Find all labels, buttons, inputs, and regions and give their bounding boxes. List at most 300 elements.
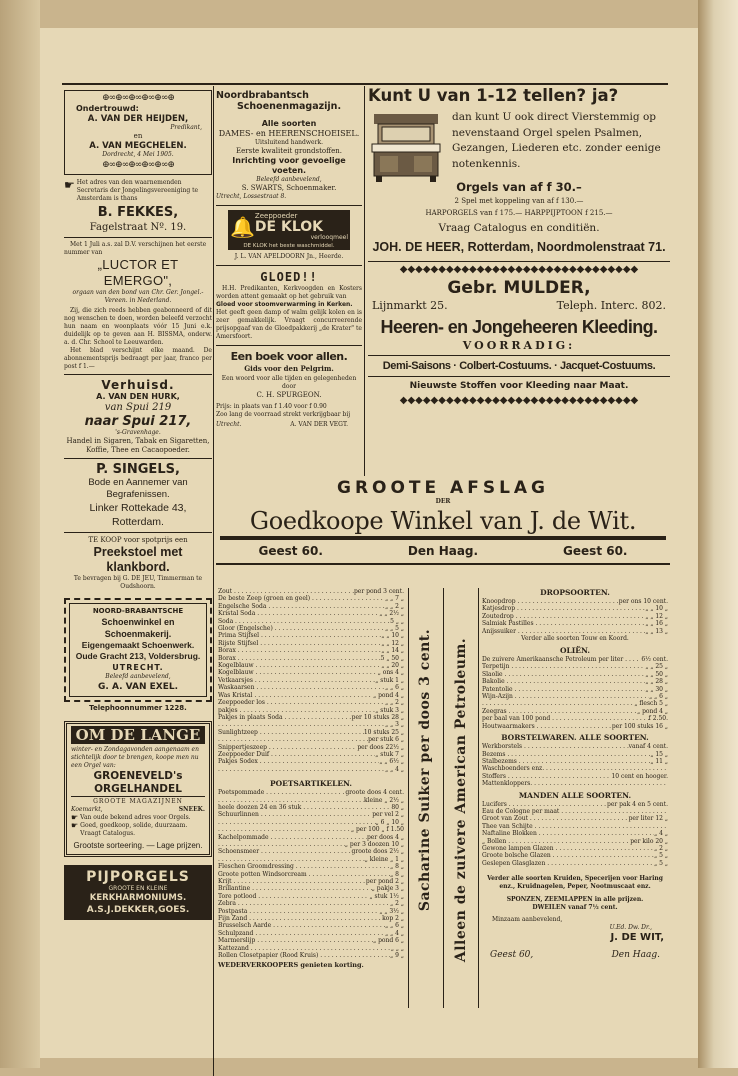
item-name: Terpetijn . . .	[482, 663, 645, 670]
afslag-title: GROOTE AFSLAG	[336, 478, 550, 498]
list-item	[218, 647, 404, 654]
list-item	[482, 845, 668, 852]
afslag-geest-1: Geest 60.	[258, 544, 323, 558]
nb-best: Eerste kwaliteit grondstoffen.	[236, 147, 342, 155]
item-name: Kristal Soda . . .	[218, 610, 379, 617]
om-de-lange-ad	[64, 721, 212, 857]
item-name: Schuurlinnen . . .	[218, 811, 372, 818]
list-item	[482, 758, 668, 765]
item-price: „ „ 4 „	[385, 765, 404, 773]
item-name: Sunlightzeep . . .	[218, 729, 364, 736]
boek-author: C. H. SPURGEON.	[256, 391, 322, 399]
item-name: Rijste Stijfsel . . .	[218, 640, 381, 647]
list-note: SPONZEN, ZEEMLAPPEN in alle prijzen.	[506, 896, 644, 904]
singels-address: Linker Rottekade 43, Rotterdam.	[89, 502, 187, 528]
item-name: Groot van Zout . . .	[482, 815, 629, 822]
list-item	[218, 878, 404, 885]
item-price: „ 11 „	[650, 757, 668, 765]
item-name: De zuivere Amerikaansche Petroleum per liter . . .	[482, 656, 641, 663]
list-item	[218, 655, 404, 662]
item-name	[218, 826, 351, 833]
wedding-and: en	[133, 132, 143, 140]
item-price: „ 9 „	[390, 952, 404, 960]
item-price: „ 5 „	[654, 859, 668, 867]
lange-shop-1: GROENEVELD's	[93, 770, 183, 782]
list-item	[218, 900, 404, 907]
wedding-name-1: A. VAN DER HEIJDEN,	[87, 114, 189, 124]
item-name: per baal van 100 pond . . .	[482, 715, 649, 722]
list-item	[218, 618, 404, 625]
list-item	[218, 677, 404, 684]
boek-body: Een woord voor alle tijden en gelegenheden	[221, 375, 357, 382]
item-price: per liter 12 „	[628, 815, 668, 823]
item-name: Borax . . .	[218, 647, 381, 654]
moved-from: van Spui 219	[104, 402, 172, 413]
nb-feet: Inrichting voor gevoelige voeten.	[232, 156, 346, 175]
item-name: Rollen Closetpapier (Rood Kruis) . . .	[218, 952, 390, 959]
boek-sub: Gids voor den Pelgrim.	[244, 364, 334, 373]
item-price: „ kleine „ 1 „	[364, 855, 404, 863]
singels-trade: Bode en Aannemer van Begrafenissen.	[88, 477, 188, 500]
afslag-right-list	[482, 588, 668, 961]
wedding-role: Predikant,	[170, 124, 202, 131]
orgels-price: Orgels van af f 30.–	[456, 180, 582, 194]
list-item	[482, 671, 668, 678]
list-item	[482, 613, 668, 620]
list-item	[482, 620, 668, 627]
column-left	[64, 90, 212, 920]
item-price: „ „ 16 „	[645, 620, 668, 628]
pointing-hand-icon: ☛	[71, 813, 79, 822]
item-price: „ stuk 1½ „	[369, 892, 404, 900]
list-item	[218, 669, 404, 676]
rule	[216, 345, 362, 346]
lange-item-row-1	[71, 814, 205, 822]
item-price: „ „ 5 „	[385, 625, 404, 633]
wedding-notice	[64, 90, 212, 175]
list-item	[218, 684, 404, 691]
list-item	[482, 598, 668, 605]
list-item	[482, 830, 668, 837]
list-note: U.Ed. Dw. Dr.,	[609, 924, 652, 932]
foot-city: Den Haag.	[611, 950, 660, 961]
item-price: „ 6 „ 10 „	[375, 818, 404, 826]
item-name: Brusselsch Aarde . . .	[218, 922, 385, 929]
item-price: „ „ 20 „	[381, 662, 404, 670]
item-name: Marmerslijp . . .	[218, 937, 373, 944]
list-item	[218, 863, 404, 870]
list-item	[218, 729, 404, 736]
item-name: Mattenkloppers. . . .	[482, 780, 668, 787]
noord-shop: Schoenwinkel en Schoenmakerij.	[101, 617, 175, 639]
foot-geest: Geest 60,	[490, 950, 534, 961]
list-item	[482, 693, 668, 700]
list-item	[218, 699, 404, 706]
item-price: „ pond 4 „	[373, 691, 404, 699]
list-item	[482, 663, 668, 670]
klok-sub: verlooqmeel	[310, 234, 348, 241]
list-item	[218, 856, 404, 863]
list-item	[218, 819, 404, 826]
item-name: Krijt . . .	[218, 878, 366, 885]
list-item	[218, 885, 404, 892]
boek-door: door	[282, 383, 296, 390]
kunt-title: Kunt U van 1-12 tellen? ja?	[368, 86, 619, 105]
list-item	[482, 801, 668, 808]
item-price: „ „ 2 „	[385, 602, 404, 610]
item-price: per pak 4 en 5 cent.	[607, 800, 668, 808]
divider-col1	[213, 86, 214, 476]
wedding-name-2: A. VAN MEGCHELEN.	[89, 141, 187, 151]
list-item	[482, 743, 668, 750]
list-item	[218, 871, 404, 878]
top-rule	[62, 83, 668, 85]
list-item	[482, 773, 668, 780]
item-price: „ „ 12 „	[645, 612, 668, 620]
koop-line: TE KOOP voor spotprijs een	[88, 536, 188, 544]
item-price: per doos 4 „	[366, 833, 404, 841]
afslag-geest-2: Geest 60.	[563, 544, 628, 558]
mulder-name: Gebr. MULDER,	[447, 278, 591, 298]
item-name: Tore potlood . . .	[218, 893, 369, 900]
afslag-city: Den Haag.	[407, 544, 479, 558]
list-item	[218, 945, 404, 952]
item-price: per kilo 20 „	[630, 837, 668, 845]
item-price: kleine „ 2½ „	[363, 796, 404, 804]
item-price: per 100 stuks 16 „	[611, 722, 668, 730]
item-name: Gewone lampen Glazen . . .	[482, 845, 654, 852]
pointing-hand-icon: ☛	[71, 821, 79, 830]
list-item	[218, 937, 404, 944]
list-item	[218, 797, 404, 804]
item-price: „ „ 50 „	[645, 670, 668, 678]
item-price: per stuk 6 „	[368, 736, 404, 744]
item-name: Zout . . .	[218, 588, 354, 595]
item-name: Snippertjeszeep . . .	[218, 744, 357, 751]
item-name: Was Kristal . . .	[218, 692, 373, 699]
pijporgels-ad	[64, 865, 212, 920]
kunt-body: dan kunt U ook direct Vierstemmig op nevenstaand Orgel spelen Psalmen, Gezangen, Liederen etc. zonder eenige notenkennis.	[452, 111, 661, 170]
luctor-sub: orgaan van den bond van Chr. Ger. Jongel.-Vereen. in Nederland.	[72, 289, 204, 304]
item-name: heele doozen 24 en 36 stuk . . .	[218, 804, 391, 811]
item-price: „ „ 30 „	[645, 685, 668, 693]
item-name	[218, 736, 368, 743]
mulder-items: Demi-Saisons · Colbert-Costuums. · Jacquet-Costuums.	[382, 360, 656, 372]
item-name: Waschboenders enz. . . .	[482, 765, 668, 772]
lange-foot: Grootste sorteering. — Lage prijzen.	[73, 841, 203, 850]
noord-factory: Eigengemaakt Schoenwerk.	[81, 640, 195, 650]
section-title: POETSARTIKELEN.	[269, 779, 353, 789]
item-name: De beste Zeep (groen en geel) . . .	[218, 595, 385, 602]
list-item	[482, 808, 668, 815]
list-item	[482, 700, 668, 707]
singels-name: P. SINGELS,	[96, 462, 180, 477]
column-right	[368, 86, 670, 407]
afslag-left-list	[218, 588, 404, 970]
catalogus: Vraag Catalogus en conditiën.	[438, 222, 600, 234]
nb-kinds: DAMES- en HEERENSCHOEISEL.	[218, 129, 360, 138]
list-item	[218, 610, 404, 617]
sacharine-text: Sacharine Suiker per doos 3 cent.	[417, 628, 433, 912]
item-price: „ „ 6 „	[385, 922, 404, 930]
item-name: Engelsche Soda . . .	[218, 603, 385, 610]
item-name: Lucifers . . .	[482, 801, 607, 808]
list-item	[218, 930, 404, 937]
item-name: Vetkaarsjes . . .	[218, 677, 375, 684]
rule	[64, 237, 212, 238]
fekkes-name: B. FEKKES,	[97, 205, 179, 220]
item-name: Zeegras . . .	[482, 708, 637, 715]
afslag-der: DER	[435, 498, 451, 505]
item-price: „ „ 6 „	[385, 684, 404, 692]
item-price: „ „ 6½ „	[379, 758, 404, 766]
item-name: Anijssuiker . . .	[482, 628, 645, 635]
item-name: Thee van Schijte . . .	[482, 823, 668, 830]
lange-location	[71, 806, 205, 814]
item-price: „ „ 10 „	[381, 632, 404, 640]
item-name: Geslepen Glasglazen . . .	[482, 860, 654, 867]
next-page-edge	[698, 0, 738, 1068]
item-name: Zebra . . .	[218, 900, 390, 907]
list-note: WEDERVERKOOPERS genieten korting.	[218, 960, 364, 969]
heer-address: JOH. DE HEER, Rotterdam, Noordmolenstraat 71.	[372, 240, 666, 254]
nb-title-1: Noordbrabantsch	[216, 90, 309, 101]
item-price: „ 15 „	[650, 750, 668, 758]
item-price: „ stuk 7 „	[375, 750, 404, 758]
item-name: Postpasta . . .	[218, 908, 379, 915]
item-price: 5 „ „	[390, 617, 404, 625]
list-item	[482, 780, 668, 787]
item-name: Eau de Cologne per maat . . .	[482, 808, 668, 815]
item-name: Werkborstels . . .	[482, 743, 629, 750]
rule	[216, 265, 362, 266]
noord-address: Oude Gracht 213, Voldersbrug.	[75, 651, 201, 661]
page-binding-edge	[0, 0, 40, 1068]
list-note: J. DE WIT,	[610, 932, 664, 944]
list-item	[218, 893, 404, 900]
item-name: Kattezand . . .	[218, 945, 391, 952]
list-item	[218, 707, 404, 714]
item-price: per ons 10 cent.	[618, 598, 668, 605]
lange-city: SNEEK.	[178, 806, 205, 813]
mulder-contact	[368, 299, 670, 313]
noord-owner: G. A. VAN EXEL.	[98, 682, 178, 692]
item-price: „ „ 28 „	[645, 678, 668, 686]
lange-intro: winter- en Zondagavonden aangenaam en stichtelijk door te brengen, koope men nu een Orgel van:	[71, 746, 199, 769]
noord-brabantsche-ad	[64, 598, 212, 702]
item-price: „ ons 4 „	[377, 669, 404, 677]
wedding-place: Dordrecht, 4 Mei 1905.	[102, 151, 174, 158]
column-middle	[216, 90, 362, 429]
afslag-address-row	[216, 544, 670, 559]
mulder-street: Lijnmarkt 25.	[372, 299, 448, 312]
noord-recommend: Beleefd aanbevelend,	[105, 673, 171, 680]
moved-city: 's-Gravenhage.	[115, 429, 161, 436]
afslag-footer	[482, 950, 668, 961]
noord-city: UTRECHT.	[112, 663, 164, 672]
list-item	[218, 908, 404, 915]
petroleum-vertical	[446, 600, 476, 1000]
list-item	[218, 841, 404, 848]
item-price: „ „ 3½ „	[379, 907, 404, 915]
item-price: per 10 stuks 28 „	[351, 713, 404, 721]
rule	[64, 374, 212, 375]
pij-firm: A.S.J.DEKKER,GOES.	[86, 905, 190, 915]
list-item	[218, 632, 404, 639]
list-item	[482, 678, 668, 685]
item-name: Stoffers . . .	[482, 773, 611, 780]
item-name: Knoopdrop . . .	[482, 598, 619, 605]
item-name: Stalbezems . . .	[482, 758, 650, 765]
item-price: groote doos 2½ „	[351, 848, 404, 856]
list-item	[218, 714, 404, 721]
kunt-body-row	[368, 110, 670, 184]
item-name: Soda . . .	[218, 618, 390, 625]
item-price: „ 4 „	[654, 830, 668, 838]
item-price: per vel 2 „	[372, 811, 404, 819]
list-item	[482, 815, 668, 822]
item-price: „ „ 10 „	[645, 605, 668, 613]
list-item	[218, 834, 404, 841]
boek-city: Utrecht.	[216, 421, 242, 428]
item-price: „ „ 25 „	[645, 663, 668, 671]
item-name: Groote bolsche Glazen . . .	[482, 852, 654, 859]
wedding-title: Ondertrouwd:	[76, 104, 139, 113]
item-name: Pakjes in plaats Soda . . .	[218, 714, 352, 721]
address-text: Het adres van den waarnemenden Secretaris der Jongelingsvereeniging te Amsterdam is thans	[76, 179, 199, 202]
noord-title: NOORD-BRABANTSCHE	[92, 607, 184, 615]
item-price: „ 8 „	[390, 870, 404, 878]
gloed-title: GLOED!!	[260, 270, 318, 284]
klok-brand: DE KLOK	[254, 219, 323, 235]
item-name: Prima Stijfsel . . .	[218, 632, 381, 639]
list-item	[482, 838, 668, 845]
item-price: „ per 100 „ f 1.50	[350, 826, 404, 834]
item-price: 10 stuks 25 „	[363, 728, 404, 736]
item-name	[218, 721, 385, 728]
mulder-news: Nieuwste Stoffen voor Kleeding naar Maat.	[409, 381, 629, 391]
item-price: „ pond 6 „	[373, 937, 404, 945]
list-item	[482, 715, 668, 722]
afslag-shop: Goedkoope Winkel van J. de Wit.	[220, 506, 666, 540]
pointing-hand-icon: ☛	[64, 178, 75, 192]
list-note: DWEILEN vanaf 7½ cent.	[532, 904, 618, 912]
list-item	[218, 662, 404, 669]
item-price: 5 „ 50 „	[380, 654, 404, 662]
list-note: Verder alle soorten Kruiden, Specerijen voor Haring enz., Kruidnagelen, Peper, Nootmuscaat enz.	[487, 875, 663, 891]
luctor-price: Het blad verschijnt elke maand. De abonnementsprijs bedraagt per jaar, franco per post f 1.—	[64, 347, 212, 370]
item-name	[218, 766, 385, 773]
moved-to: naar Spui 217,	[84, 414, 192, 429]
luctor-body: Zij, die zich reeds hebben geabonneerd of dit nog wenschen te doen, worden beleefd verzocht hun naam en woonplaats vóór 15 Juni e.k. duidelijk op te geven aan H. BISSMA, onderw. a. d. Chr. School te Leeuwarden.	[64, 307, 212, 346]
list-item	[218, 915, 404, 922]
item-name: Kogelblauw . . .	[218, 662, 381, 669]
item-price: „ „ 3 „	[385, 721, 404, 729]
item-name: Fleschen Groomdressing . . .	[218, 863, 390, 870]
ornament-border-bottom: ⊕∞⊕∞⊕∞⊕∞⊕∞⊕	[102, 160, 174, 170]
de-klok-ad	[228, 210, 350, 243]
bell-icon: 🔔	[230, 214, 255, 239]
klok-top: Zeeppoeder	[254, 212, 298, 220]
preekstoel-info: Te bevragen bij G. DE JEU, Timmerman te Oudshoorn.	[73, 575, 203, 590]
boek-title: Een boek voor allen.	[230, 350, 348, 363]
afslag-divider-2	[443, 588, 444, 1008]
item-name: Wijn-Azijn . . .	[482, 693, 649, 700]
item-name	[218, 856, 365, 863]
fekkes-street: Fagelstraat Nº. 19.	[89, 222, 187, 233]
item-price: 80 „	[391, 803, 404, 811]
list-item	[482, 656, 668, 663]
list-item	[482, 751, 668, 758]
item-name: Kachelpommade . . .	[218, 834, 367, 841]
list-item	[218, 744, 404, 751]
item-name: Schoensmeer . . .	[218, 848, 351, 855]
item-name: Houtwaarmakers . . .	[482, 723, 612, 730]
item-name: Zoutedrop . . .	[482, 613, 645, 620]
list-item	[218, 588, 404, 595]
divider-col1-lower	[213, 476, 214, 1076]
list-item	[218, 848, 404, 855]
item-price: f 2.50.	[648, 715, 668, 723]
item-price: „ „ 6 „	[649, 693, 668, 701]
gloed-body: H.H. Predikanten, Kerkvoogden en Kosters worden attent gemaakt op het gebruik van	[216, 285, 362, 300]
list-item	[218, 595, 404, 602]
mulder-stock: VOORRADIG:	[462, 339, 576, 352]
item-name	[482, 700, 634, 707]
list-item	[482, 628, 668, 635]
petroleum-text: Alleen de zuivere American Petroleum.	[453, 637, 469, 963]
lange-title: OM DE LANGE	[71, 726, 205, 744]
item-price: 10 cent en hooger.	[611, 772, 668, 780]
lange-item-row-2	[71, 822, 205, 838]
item-name: Groote potten Windsorcream . . .	[218, 871, 390, 878]
boek-seller: A. VAN DER VEGT.	[290, 421, 348, 428]
item-price: „ pond 4 „	[637, 707, 668, 715]
list-item	[482, 708, 668, 715]
section-title: MANDEN ALLE SOORTEN.	[518, 790, 632, 800]
pij-harmoniums: KERKHARMONIUMS.	[89, 893, 187, 903]
item-price: kop 2 „	[382, 915, 404, 923]
list-item	[482, 605, 668, 612]
list-item	[218, 625, 404, 632]
address-notice	[64, 179, 212, 203]
section-title: BORSTELWAREN. ALLE SOORTEN.	[501, 733, 649, 743]
list-item	[218, 736, 404, 743]
item-price: „ „ 12 „	[381, 639, 404, 647]
rule	[368, 261, 670, 262]
organ-illustration	[368, 110, 444, 184]
moved-name: A. VAN DEN HURK,	[96, 392, 180, 401]
item-name: Waskaarsen . . .	[218, 684, 385, 691]
item-price: „ „ 2 „	[385, 699, 404, 707]
item-name: pakjes . . .	[218, 707, 375, 714]
section-title: OLIËN.	[559, 646, 591, 656]
rule	[368, 376, 670, 377]
boek-seller-row	[216, 421, 362, 429]
item-price: „ stuk 1 „	[375, 676, 404, 684]
item-name: „ Bollen . . .	[482, 838, 630, 845]
item-price: „ pakje 3 „	[371, 885, 404, 893]
list-item	[218, 603, 404, 610]
item-price: vanaf 4 cent.	[628, 743, 668, 751]
list-item	[482, 823, 668, 830]
item-price: „ 5 „	[654, 852, 668, 860]
lange-item-1: Van oude bekend adres voor Orgels.	[80, 814, 191, 821]
item-name: Borax . . .	[218, 655, 381, 662]
item-name: Slaolie . . .	[482, 671, 645, 678]
item-name: Gloor (Engelsche) . . .	[218, 625, 385, 632]
list-item	[218, 789, 404, 796]
